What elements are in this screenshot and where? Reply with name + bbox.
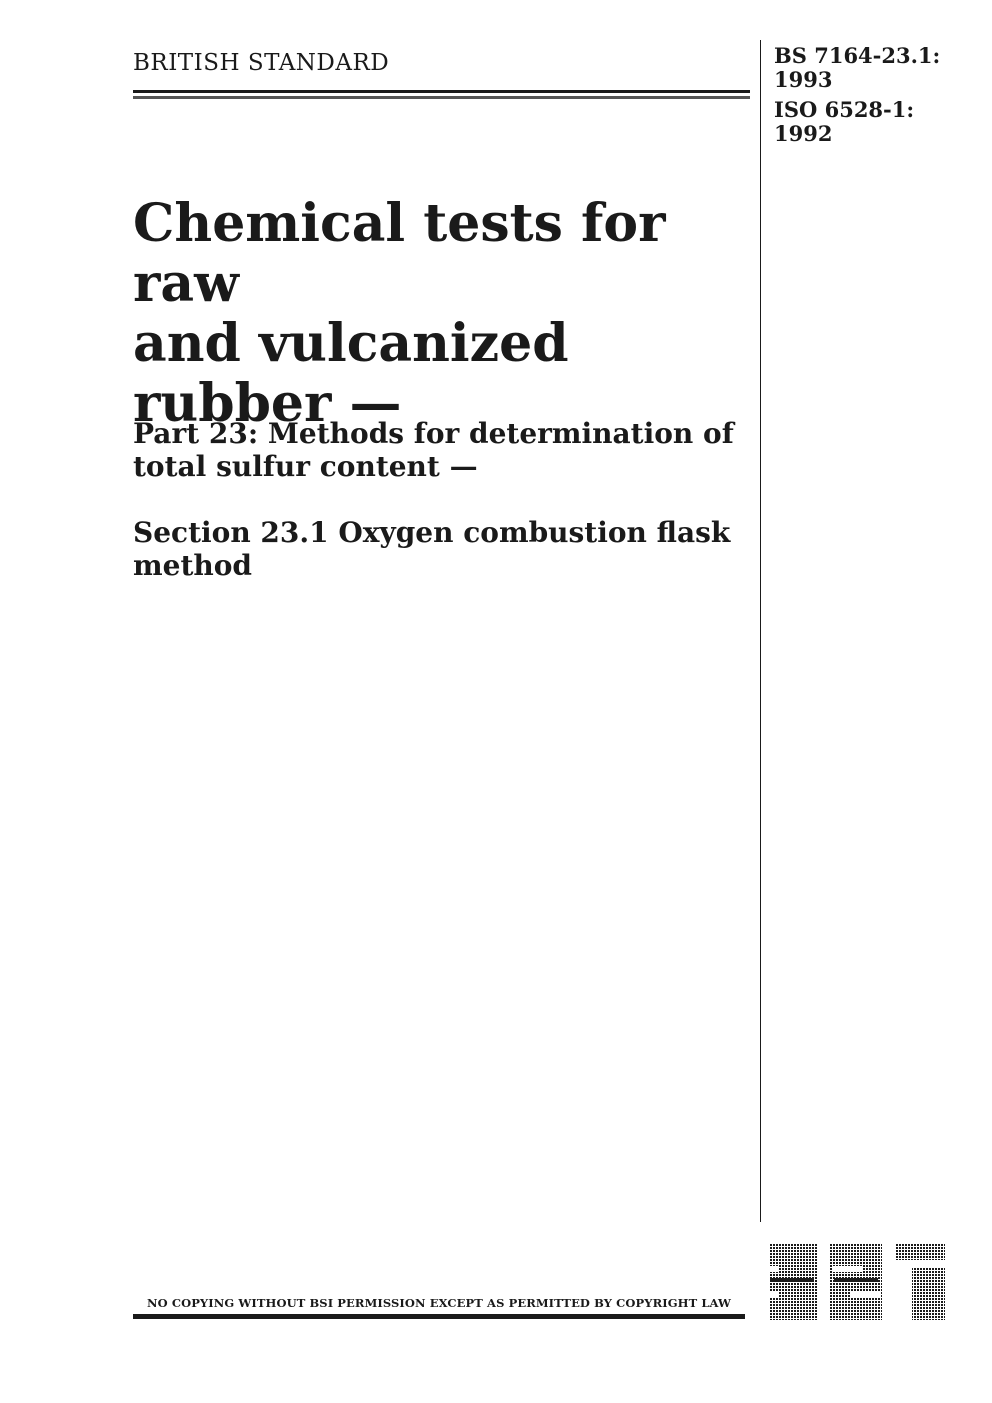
iso-number: ISO 6528-1:: [774, 97, 915, 122]
bsi-logo: [770, 1244, 945, 1320]
footer-rule: [133, 1314, 745, 1319]
copyright-notice: NO COPYING WITHOUT BSI PERMISSION EXCEPT AS PERMITTED BY COPYRIGHT LAW: [146, 1296, 732, 1310]
header-rule-bottom: [133, 96, 750, 99]
standard-numbers: [774, 44, 974, 146]
part-title-line: total sulfur content —: [133, 450, 478, 483]
section-title-line: method: [133, 549, 252, 582]
section-title: [133, 516, 753, 582]
iso-year: 1992: [774, 121, 833, 146]
bs-year: 1993: [774, 67, 833, 92]
part-title-line: Part 23: Methods for determination of: [133, 417, 734, 450]
title-line: and vulcanized: [133, 313, 569, 374]
document-title: [133, 194, 753, 434]
header-rule-top: [133, 90, 750, 93]
part-title: [133, 417, 753, 483]
series-label: BRITISH STANDARD: [133, 50, 390, 76]
title-line: rubber —: [133, 373, 402, 434]
vertical-divider: [760, 40, 761, 1222]
bs-number: BS 7164-23.1:: [774, 43, 941, 68]
section-title-line: Section 23.1 Oxygen combustion flask: [133, 516, 731, 549]
title-line: Chemical tests for raw: [133, 193, 666, 314]
